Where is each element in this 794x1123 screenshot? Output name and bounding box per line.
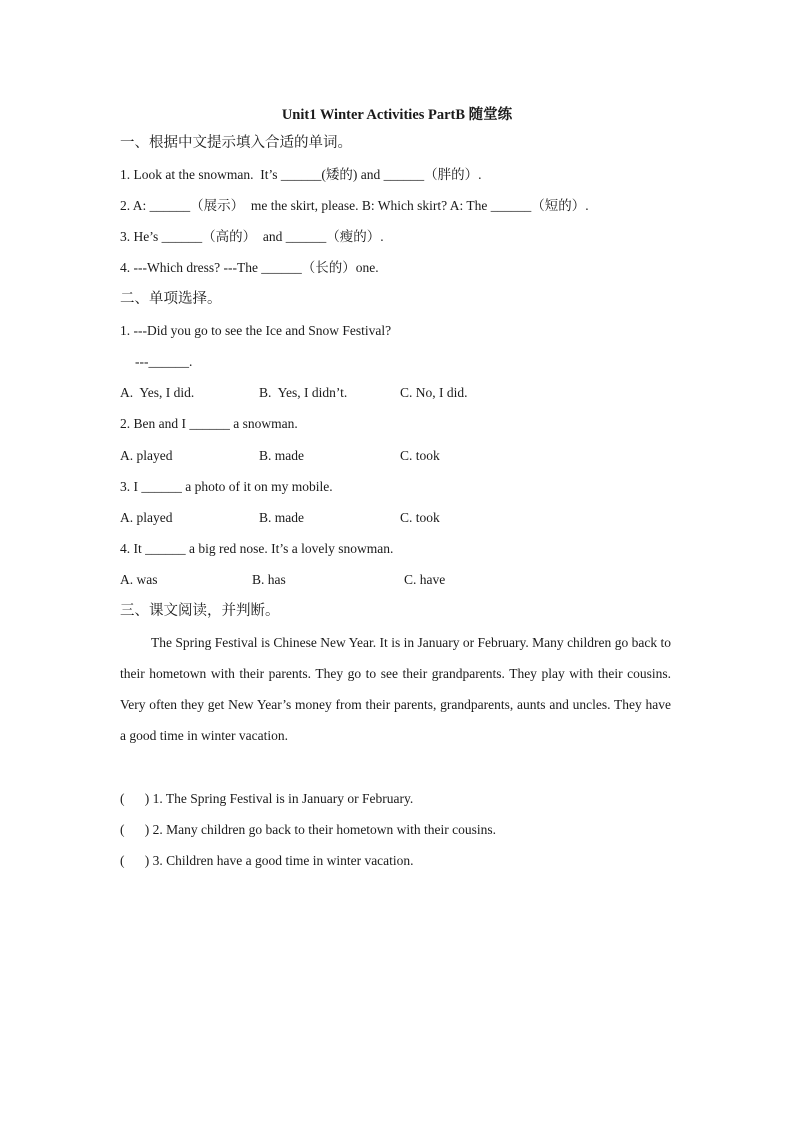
fill-blank-item-4: 4. ---Which dress? ---The ______（长的）one.	[120, 260, 379, 275]
fill-blank-item-3: 3. He’s ______（高的） and ______（瘦的）.	[120, 229, 384, 244]
choice-question-4-option-c: C. have	[404, 572, 446, 587]
choice-question-1-answer-line: ---______.	[135, 354, 193, 369]
reading-passage: The Spring Festival is Chinese New Year. It is in January or February. Many children go back to their hometown with their parents. They go to see their grandparents. They play with their cousins. Very often they get New Year’s money from their parents, grandparents, aunts and uncles. They have a good time in winter vacation.	[120, 635, 671, 743]
choice-question-1-option-c: C. No, I did.	[400, 385, 468, 400]
choice-question-3-option-a: A. played	[120, 510, 173, 525]
choice-question-4-option-b: B. has	[252, 572, 286, 587]
choice-question-2: 2. Ben and I ______ a snowman.	[120, 416, 298, 431]
judgment-item-3: ( ) 3. Children have a good time in winter vacation.	[120, 853, 414, 868]
fill-blank-item-1: 1. Look at the snowman. It’s ______(矮的) and ______（胖的）.	[120, 167, 482, 182]
judgment-item-2: ( ) 2. Many children go back to their hometown with their cousins.	[120, 822, 497, 837]
choice-question-4: 4. It ______ a big red nose. It’s a lovely snowman.	[120, 541, 394, 556]
choice-question-3-option-b: B. made	[259, 510, 304, 525]
choice-question-4-option-a: A. was	[120, 572, 158, 587]
choice-question-1-option-a: A. Yes, I did.	[120, 385, 195, 400]
fill-blank-item-2: 2. A: ______（展示） me the skirt, please. B: Which skirt? A: The ______（短的）.	[120, 198, 589, 213]
section1-heading: 一、根据中文提示填入合适的单词。	[120, 135, 352, 151]
section2-heading: 二、单项选择。	[120, 291, 222, 307]
choice-question-1-option-b: B. Yes, I didn’t.	[259, 385, 348, 400]
choice-question-1: 1. ---Did you go to see the Ice and Snow Festival?	[120, 323, 392, 338]
section3-heading: 三、课文阅读，并判断。	[120, 603, 280, 619]
page-title: Unit1 Winter Activities PartB 随堂练	[281, 107, 513, 123]
choice-question-3-option-c: C. took	[400, 510, 440, 525]
choice-question-2-option-b: B. made	[259, 448, 304, 463]
choice-question-2-option-a: A. played	[120, 448, 173, 463]
judgment-item-1: ( ) 1. The Spring Festival is in January or February.	[120, 791, 414, 806]
choice-question-3: 3. I ______ a photo of it on my mobile.	[120, 479, 333, 494]
choice-question-2-option-c: C. took	[400, 448, 440, 463]
